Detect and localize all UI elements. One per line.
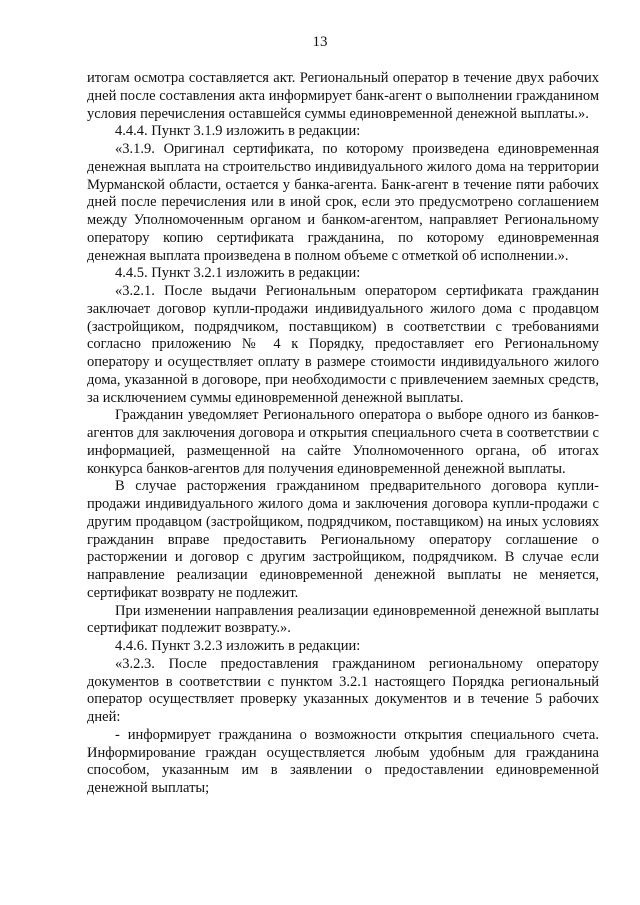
list-item-inform-citizen: - информирует гражданина о возможности открытия специального счета. Информирование граждан осуществляется любым удобным для гражданина способом, указанным им в заявлении о предоставлении единовременной денежной выплаты; — [87, 726, 599, 796]
paragraph-3-1-9: «3.1.9. Оригинал сертификата, по которому произведена единовременная денежная выплата на строительство индивидуального жилого дома на территории Мурманской области, остается у банка-агента. Банк-агент в течение пяти рабочих дней после перечисления или в иной срок, если это предусмотрено соглашением между Уполномоченным органом и банком-агентом, направляет Региональному оператору копию сертификата гражданина, по которому единовременная денежная выплата произведена в полном объеме с отметкой об исполнении.». — [87, 141, 599, 264]
paragraph-certificate-return: При изменении направления реализации единовременной денежной выплаты сертификат подлежит возврату.». — [87, 602, 599, 637]
document-body — [87, 70, 599, 798]
amendment-heading-4-4-6: 4.4.6. Пункт 3.2.3 изложить в редакции: — [115, 638, 361, 654]
paragraph-contract-termination: В случае расторжения гражданином предварительного договора купли-продажи индивидуального жилого дома и заключения договора купли-продажи с другим продавцом (застройщиком, подрядчиком, поставщиком) на иных условиях гражданин вправе предоставить Региональному оператору соглашение о расторжении и договор с другим застройщиком, подрядчиком. В случае если направление реализации единовременной денежной выплаты не меняется, сертификат возврату не подлежит. — [87, 478, 599, 601]
paragraph-3-2-1: «3.2.1. После выдачи Региональным оператором сертификата гражданин заключает договор купли-продажи индивидуального жилого дома с продавцом (застройщиком, подрядчиком, поставщиком) в соответствии с требованиями согласно приложению № 4 к Порядку, предоставляет его Региональному оператору и осуществляет оплату в размере стоимости индивидуального жилого дома, указанной в договоре, при необходимости с привлечением заемных средств, за исключением суммы единовременной денежной выплаты. — [87, 283, 599, 406]
paragraph-3-2-3: «3.2.3. После предоставления гражданином региональному оператору документов в соответствии с пунктом 3.2.1 настоящего Порядка региональный оператор осуществляет проверку указанных документов и в течение 5 рабочих дней: — [87, 655, 599, 725]
paragraph-bank-agent-notice: Гражданин уведомляет Регионального оператора о выборе одного из банков-агентов для заключения договора и открытия специального счета в соответствии с информацией, размещенной на сайте Уполномоченного органа, об итогах конкурса банков-агентов для получения единовременной денежной выплаты. — [87, 407, 599, 477]
paragraph-continuation: итогам осмотра составляется акт. Региональный оператор в течение двух рабочих дней после составления акта информирует банк-агент о выполнении гражданином условия перечисления оставшейся суммы единовременной денежной выплаты.». — [87, 70, 599, 122]
page-number: 13 — [312, 34, 328, 50]
amendment-heading-4-4-5: 4.4.5. Пункт 3.2.1 изложить в редакции: — [115, 265, 361, 282]
amendment-heading-4-4-4: 4.4.4. Пункт 3.1.9 изложить в редакции: — [115, 123, 361, 140]
